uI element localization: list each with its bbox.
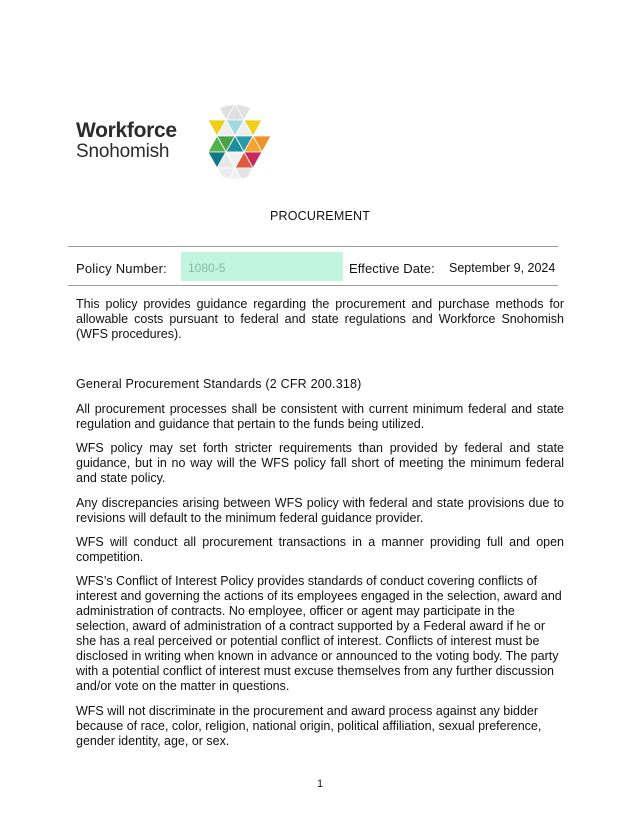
logo-wordmark-line2: Snohomish bbox=[76, 141, 170, 162]
page-number: 1 bbox=[316, 778, 324, 790]
paragraph-3: Any discrepancies arising between WFS policy with federal and state provisions due to revisions will default to the minimum federal guidance provider. bbox=[76, 496, 564, 525]
paragraph-4: WFS will conduct all procurement transactions in a manner providing full and open competition. bbox=[76, 535, 564, 564]
logo-wordmark bbox=[76, 120, 177, 161]
paragraph-2: WFS policy may set forth stricter requirements than provided by federal and state guidance, but in no way will the WFS policy fall short of meeting the minimum federal and state policy. bbox=[76, 441, 564, 485]
paragraph-6: WFS will not discriminate in the procurement and award process against any bidder because of race, color, religion, national origin, political affiliation, sexual preference, gender identity, age, or sex. bbox=[76, 704, 542, 748]
paragraph-1: All procurement processes shall be consistent with current minimum federal and state regulation and guidance that pertain to the funds being utilized. bbox=[76, 402, 564, 431]
workforce-snohomish-logo bbox=[76, 103, 276, 183]
policy-number-field[interactable] bbox=[181, 252, 343, 281]
logo-wordmark-line1: Workforce bbox=[76, 119, 177, 142]
policy-header-row bbox=[68, 246, 558, 286]
effective-date-label: Effective Date: bbox=[349, 261, 435, 276]
intro-paragraph: This policy provides guidance regarding the procurement and purchase methods for allowable costs pursuant to federal and state regulations and Workforce Snohomish (WFS procedures). bbox=[76, 297, 564, 341]
effective-date-value: September 9, 2024 bbox=[449, 261, 556, 275]
section-heading: General Procurement Standards (2 CFR 200.318) bbox=[76, 377, 362, 391]
document-title: PROCUREMENT bbox=[269, 209, 371, 223]
logo-triangle-circle-icon bbox=[196, 103, 274, 181]
paragraph-5: WFS’s Conflict of Interest Policy provides standards of conduct covering conflicts of interest and governing the actions of its employees engaged in the selection, award and administration of contracts. No employee, officer or agent may participate in the selection, award of administration of a contract supported by a Federal award if he or she has a real perceived or potential conflict of interest. Conflicts of interest must be disclosed in writing when known in advance or announced to the voting body. The party with a potential conflict of interest must excuse themselves from any further discussion and/or vote on the matter in questions. bbox=[76, 574, 562, 693]
policy-number-label: Policy Number: bbox=[76, 261, 167, 276]
policy-number-value: 1080-5 bbox=[188, 261, 226, 275]
